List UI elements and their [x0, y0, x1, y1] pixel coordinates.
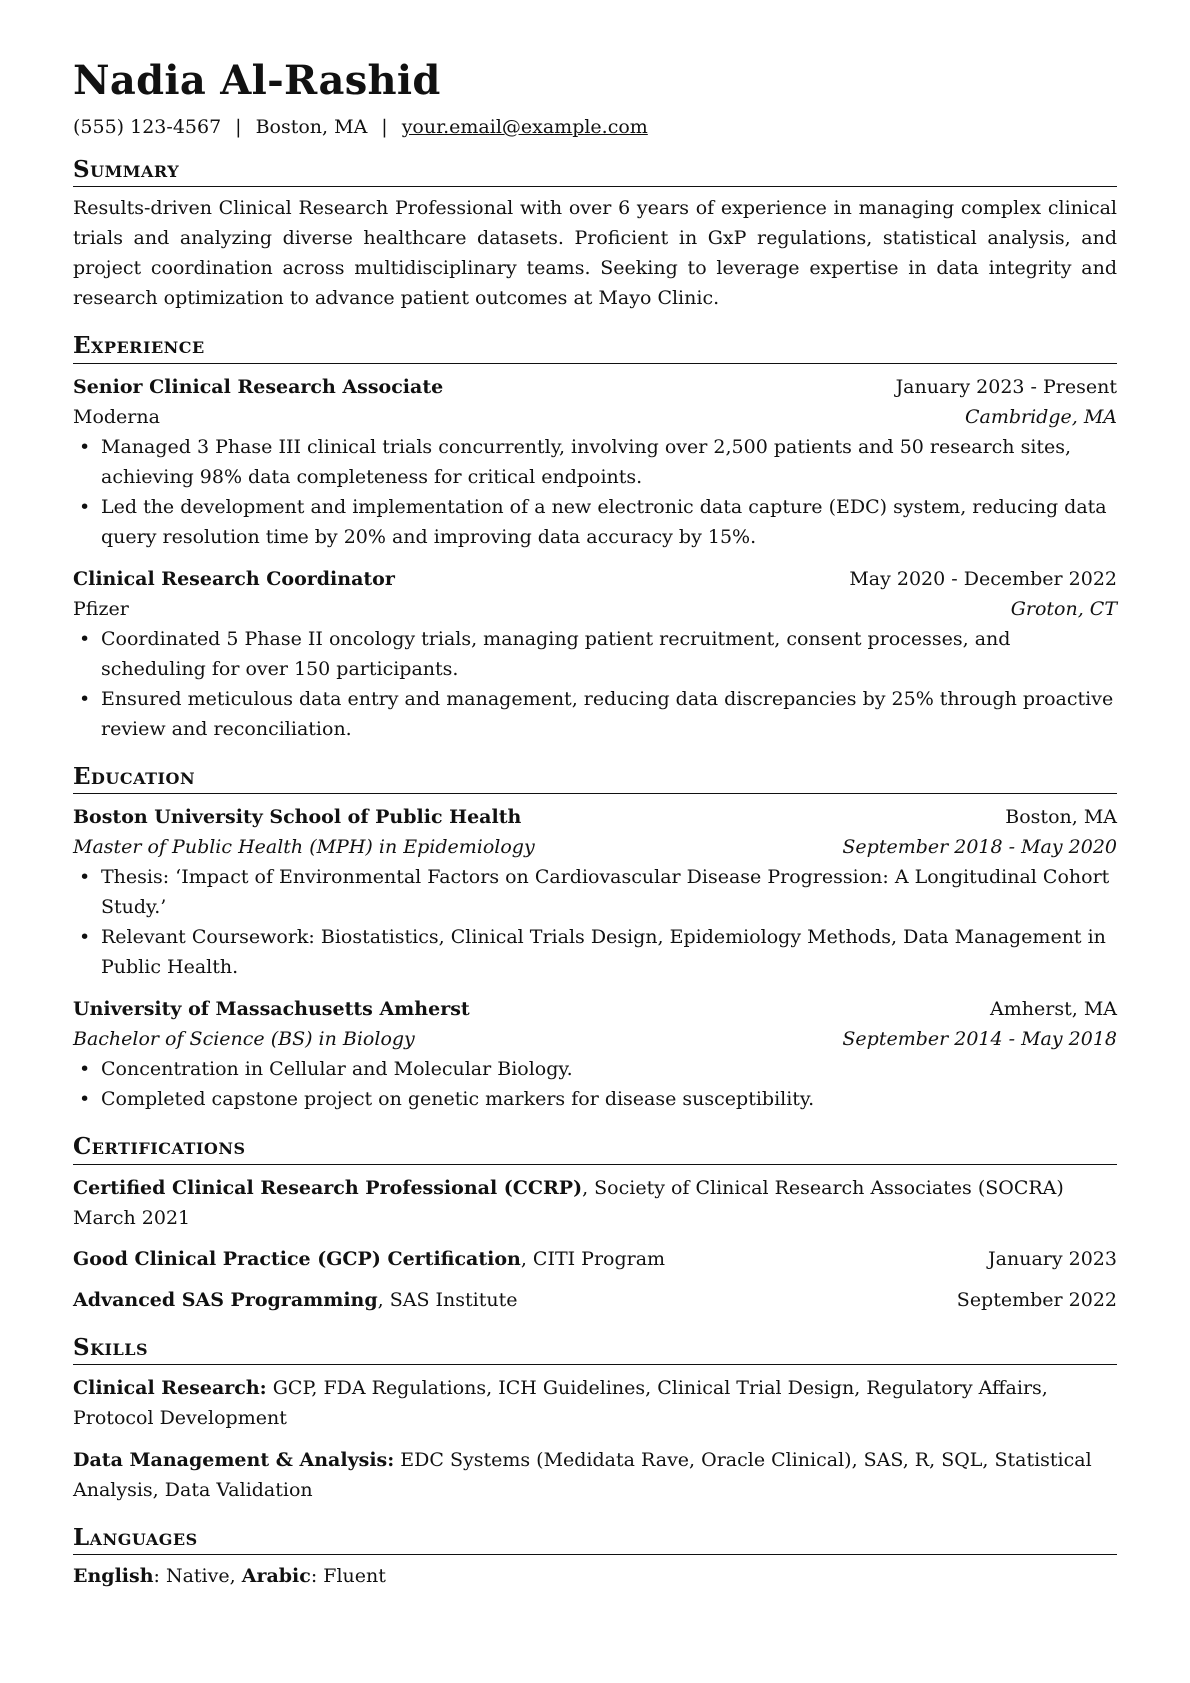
list-item: • Completed capstone project on genetic markers for disease susceptibility. [73, 1084, 1117, 1114]
school-location: Boston, MA [1005, 806, 1117, 829]
section-title-education: Education [73, 764, 1117, 794]
experience-entry [73, 564, 1117, 744]
certification-entry [73, 1244, 1117, 1274]
skill-entry [73, 1445, 1117, 1505]
education-dates: September 2018 - May 2020 [842, 836, 1117, 859]
degree: Master of Public Health (MPH) in Epidemiology [73, 836, 535, 859]
section-title-experience: Experience [73, 333, 1117, 363]
school-name: Boston University School of Public Health [73, 806, 522, 829]
separator: | [235, 116, 242, 138]
education-entry [73, 802, 1117, 982]
list-item: • Led the development and implementation of a new electronic data capture (EDC) system, reducing data query resolution time by 20% and improving data accuracy by 15%. [73, 492, 1117, 552]
skill-list: EDC Systems (Medidata Rave, Oracle Clinical), SAS, R, SQL, Statistical Analysis, Data Validation [73, 1448, 1092, 1501]
language-name: Arabic [241, 1565, 311, 1588]
skill-entry [73, 1373, 1117, 1433]
certification-issuer: , SAS Institute [377, 1288, 518, 1311]
job-title: Senior Clinical Research Associate [73, 375, 444, 398]
school-location: Amherst, MA [990, 998, 1117, 1021]
contact-line [73, 116, 1117, 139]
bullet-list [73, 432, 1117, 552]
separator: | [381, 116, 388, 138]
school-name: University of Massachusetts Amherst [73, 998, 470, 1021]
language-name: English [73, 1565, 154, 1588]
summary-text: Results-driven Clinical Research Professional with over 6 years of experience in managing complex clinical trials and analyzing diverse healthcare datasets. Proficient in GxP regulations, statistical analysis, and project coordination across multidisciplinary teams. Seeking to leverage expertise in data integrity and research optimization to advance patient outcomes at Mayo Clinic. [73, 197, 1117, 310]
section-title-certifications: Certifications [73, 1134, 1117, 1164]
list-item: • Concentration in Cellular and Molecular Biology. [73, 1054, 1117, 1084]
skill-list: GCP, FDA Regulations, ICH Guidelines, Clinical Trial Design, Regulatory Affairs, Protocol Development [73, 1376, 1048, 1429]
list-item: • Coordinated 5 Phase II oncology trials, managing patient recruitment, consent processes, and scheduling for over 150 participants. [73, 624, 1117, 684]
skill-category: Clinical Research: [73, 1376, 267, 1399]
section-title-summary: Summary [73, 157, 1117, 187]
certification-entry [73, 1285, 1117, 1315]
job-dates: May 2020 - December 2022 [849, 567, 1117, 590]
degree: Bachelor of Science (BS) in Biology [73, 1028, 415, 1051]
bullet-list [73, 1054, 1117, 1114]
list-item: • Thesis: ‘Impact of Environmental Factors on Cardiovascular Disease Progression: A Longitudinal Cohort Study.’ [73, 862, 1117, 922]
bullet-list [73, 624, 1117, 744]
language-level: : Fluent [310, 1565, 386, 1588]
certification-name: Certified Clinical Research Professional (CCRP) [73, 1176, 583, 1199]
experience-entry [73, 372, 1117, 552]
job-dates: January 2023 - Present [895, 375, 1117, 398]
job-location: Cambridge, MA [964, 405, 1117, 428]
company-name: Moderna [73, 405, 160, 428]
certification-date: January 2023 [988, 1247, 1117, 1270]
languages-line [73, 1561, 1117, 1591]
candidate-name: Nadia Al-Rashid [73, 57, 441, 104]
certification-issuer: , CITI Program [520, 1247, 666, 1270]
list-item: • Managed 3 Phase III clinical trials concurrently, involving over 2,500 patients and 50 research sites, achieving 98% data completeness for critical endpoints. [73, 432, 1117, 492]
education-entry [73, 994, 1117, 1114]
certification-date: September 2022 [956, 1288, 1117, 1311]
phone-number: (555) 123-4567 [73, 116, 222, 138]
section-title-skills: Skills [73, 1335, 1117, 1365]
list-item: • Ensured meticulous data entry and management, reducing data discrepancies by 25% through proactive review and reconciliation. [73, 684, 1117, 744]
job-location: Groton, CT [1010, 597, 1117, 620]
certification-issuer: , Society of Clinical Research Associates (SOCRA) [582, 1176, 1064, 1199]
language-level: : Native, [153, 1565, 242, 1588]
email-link[interactable]: your.email@example.com [401, 116, 648, 138]
certification-date: March 2021 [73, 1206, 191, 1229]
job-title: Clinical Research Coordinator [73, 567, 395, 590]
education-dates: September 2014 - May 2018 [842, 1028, 1117, 1051]
bullet-list [73, 862, 1117, 982]
skill-category: Data Management & Analysis: [73, 1448, 395, 1471]
list-item: • Relevant Coursework: Biostatistics, Clinical Trials Design, Epidemiology Methods, Data Management in Public Health. [73, 922, 1117, 982]
certification-name: Good Clinical Practice (GCP) Certification [73, 1247, 521, 1270]
section-title-languages: Languages [73, 1525, 1117, 1555]
location: Boston, MA [255, 116, 368, 138]
certification-entry [73, 1173, 1117, 1233]
certification-name: Advanced SAS Programming [73, 1288, 378, 1311]
company-name: Pfizer [73, 597, 129, 620]
